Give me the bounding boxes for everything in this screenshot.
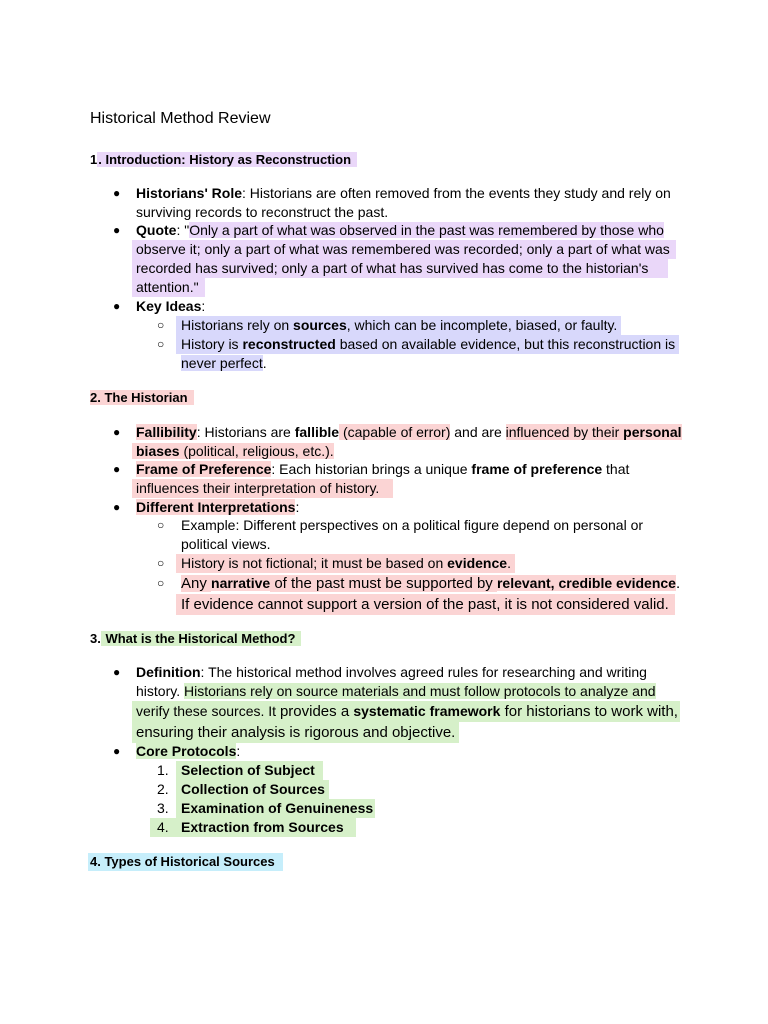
item-label: Key Ideas [136,298,202,314]
item-text: : Each historian brings a unique [271,461,472,477]
list-item-continuation [136,682,656,701]
section-1-number: 1 [90,152,98,167]
item-emphasis: personal [623,424,682,440]
list-item-continuation: influences their interpretation of history. [132,479,393,498]
item-text: : [236,743,241,759]
quote-text: Only a part of what was observed in the past was remembered by those who [189,222,664,238]
item-text: based on available evidence, but this reconstruction is [335,336,676,352]
item-text: (capable of error) [339,424,451,440]
item-text: : The historical method involves agreed rules for researching and writing [200,664,647,680]
item-text: and are [450,424,506,440]
sub-item-evidence [176,554,515,573]
item-text: influenced by their [505,424,624,440]
section-2-title: 2. The Historian [90,390,194,405]
item-label: Historians' Role [136,185,243,201]
item-emphasis: evidence [447,555,508,571]
protocol-label: Examination of Genuineness [181,800,374,816]
item-text: History is not fictional; it must be based on [181,555,448,571]
item-emphasis: fallible [294,424,340,440]
item-text: for historians to work with, [500,703,678,720]
list-item-key-ideas [136,297,205,316]
circle-bullet-icon: ○ [157,518,165,532]
list-item-continuation: ensuring their analysis is rigorous and objective. [132,722,459,743]
list-item-core-protocols [136,742,240,761]
protocol-item [176,799,375,818]
item-text: , which can be incomplete, biased, or faulty. [346,317,618,333]
item-label: Definition [136,664,201,680]
list-item-interpretations [136,498,299,517]
list-item-continuation: If evidence cannot support a version of the past, it is not considered valid. [176,594,675,615]
item-emphasis: narrative [211,575,271,591]
circle-bullet-icon: ○ [157,576,165,590]
item-text: that [602,461,630,477]
bullet-icon: ● [113,500,121,514]
sub-item-example: Example: Different perspectives on a political figure depend on personal or [181,517,644,533]
list-item-fallibility [136,423,682,442]
item-emphasis: reconstructed [242,336,336,352]
page-title: Historical Method Review [90,110,271,127]
protocol-number: 2. [157,781,169,797]
bullet-icon: ● [113,425,121,439]
item-text: of the past must be supported by [270,575,497,592]
item-text: Historians rely on [181,317,294,333]
list-item-continuation: surviving records to reconstruct the past. [136,204,389,220]
list-item-historians-role [136,184,671,203]
section-2-heading [90,389,194,407]
list-item-continuation: political views. [181,536,271,552]
quote-text: attention." [132,278,205,297]
item-label: Core Protocols [136,743,237,759]
quote-text: recorded has survived; only a part of what has survived has come to the historian's [132,259,668,278]
list-item-continuation [132,442,334,461]
quote-text: observe it; only a part of what was remembered was recorded; only a part of what was [132,240,676,259]
protocol-item [176,761,323,780]
item-text: Any [181,575,212,592]
protocol-label: Selection of Subject [181,762,315,778]
protocol-number: 4. [157,819,169,835]
bullet-icon: ● [113,299,121,313]
sub-item-sources [176,316,621,335]
item-text: History is [181,336,243,352]
section-1-heading [90,151,357,169]
item-label: Fallibility [136,424,197,440]
item-text: (political, religious, etc.). [179,443,334,459]
bullet-icon: ● [113,744,121,758]
item-text: : [201,298,206,314]
item-text: Historians rely on source materials and must follow protocols to analyze and [183,683,656,699]
item-emphasis: frame of preference [471,461,603,477]
item-emphasis: systematic framework [353,703,501,719]
bullet-icon: ● [113,223,121,237]
item-text: history. [136,683,184,699]
item-text: . [675,575,681,592]
section-3-heading [90,630,301,648]
protocol-item [172,818,356,837]
section-1-title: . Introduction: History as Reconstruction [97,152,357,167]
item-emphasis: sources [293,317,347,333]
item-label: Frame of Preference [136,461,272,477]
item-label: Different Interpretations [136,499,296,515]
item-text: never perfect [181,355,263,371]
sub-item-narrative [176,573,680,594]
protocol-label: Collection of Sources [181,781,325,797]
bullet-icon: ● [113,665,121,679]
list-item-continuation [132,701,680,722]
item-text: provides a [279,703,354,720]
sub-item-reconstructed [176,335,679,354]
protocol-number: 3. [157,800,169,816]
item-text: . [507,555,511,571]
section-3-title: What is the Historical Method? [101,631,302,646]
item-text: : Historians are often removed from the events they study and rely on [242,185,671,201]
bullet-icon: ● [113,462,121,476]
item-text: . [262,355,267,371]
protocol-item [176,780,329,799]
circle-bullet-icon: ○ [157,318,165,332]
list-item-quote [136,221,664,240]
list-item-definition [136,663,647,682]
protocol-label: Extraction from Sources [181,819,344,835]
circle-bullet-icon: ○ [157,556,165,570]
protocol-number: 1. [157,762,169,778]
list-item-continuation [176,354,267,373]
item-text: : Historians are [196,424,295,440]
section-3-number: 3. [90,631,101,646]
item-emphasis: biases [132,443,180,459]
item-text: : [295,499,300,515]
bullet-icon: ● [113,186,121,200]
item-label: Quote [136,222,177,238]
list-item-frame [136,460,629,479]
item-text: verify these sources. It [136,703,280,719]
circle-bullet-icon: ○ [157,337,165,351]
item-emphasis: relevant, credible evidence [496,575,676,591]
section-4-heading: 4. Types of Historical Sources [88,853,283,871]
item-text: : " [176,222,190,238]
